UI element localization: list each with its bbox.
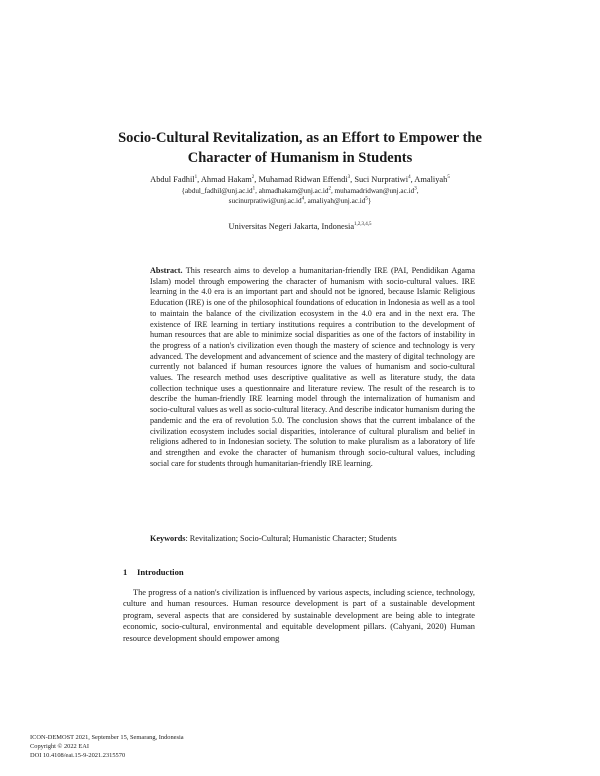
abstract-label: Abstract. (150, 266, 183, 275)
author-sup: 2 (251, 175, 255, 181)
author-name: Muhamad Ridwan Effendi (258, 175, 348, 184)
email: ahmadhakam@unj.ac.id (258, 187, 329, 195)
section-number: 1 (123, 567, 128, 577)
email-sup: 1 (252, 186, 256, 192)
author-sup: 4 (408, 175, 411, 181)
author-name: Ahmad Hakam (200, 175, 252, 184)
section-title: Introduction (137, 567, 184, 577)
email-sup: 2 (328, 186, 331, 192)
author-name: Suci Nurpratiwi (354, 175, 409, 184)
email: {abdul_fadhil@unj.ac.id (181, 187, 253, 195)
email-sup: 3 (414, 186, 417, 192)
section-heading (123, 567, 483, 577)
email-sup: 5 (365, 197, 368, 203)
footer-doi: DOI 10.4108/eai.15-9-2021.2315570 (30, 752, 126, 759)
affiliation (100, 222, 500, 231)
keywords-text: : Revitalization; Socio-Cultural; Humanistic Character; Students (185, 534, 397, 543)
author-sup: 1 (194, 175, 198, 181)
introduction-paragraph: The progress of a nation's civilization is influenced by various aspects, including science, technology, culture and human resources. Human resource development is part of a sustainable development program, several aspects that are considered by sustainable development are being able to integrate economic, socio-cultural, environmental and equitable development pillars. (Cahyani, 2020) Human resource development should empower among (123, 588, 475, 643)
keywords-label: Keywords (150, 534, 186, 543)
author-sup: 3 (347, 175, 351, 181)
author-name: Amaliyah (414, 175, 448, 184)
email: amaliyah@unj.ac.id (307, 197, 366, 206)
author-name: Abdul Fadhil (150, 175, 195, 184)
email: muhamadridwan@unj.ac.id (334, 187, 415, 195)
affiliation-sup: 1,2,3,4,5 (354, 222, 372, 228)
author-list: Abdul Fadhil$^1$, Ahmad Hakam$^2$, Muhamad Ridwan Effendi$^3$, Suci Nurpratiwi$^4$, Amaliyah$^5$ (150, 175, 450, 184)
affiliation-text: Universitas Negeri Jakarta, Indonesia (228, 222, 355, 231)
author-sup: 5 (447, 175, 450, 181)
footer-conference: ICON-DEMOST 2021, September 15, Semarang, Indonesia (30, 734, 184, 741)
abstract (150, 266, 475, 469)
abstract-text: This research aims to develop a humanitarian-friendly IRE (PAI, Pendidikan Agama Islam) model through empowering the character of humanism with socio-cultural values. IRE learning in the 4.0 era is an important part and should not be ignored, because Islamic Religious Education (IRE) is one of the philosophical foundations of education in Indonesia as well as a tool to maintain the balance of the civilization ecosystem in the 4.0 era and in the next era. The existence of IRE learning in tertiary institutions requires a contribution to the development of human resources that are able to minimize social disparities as one of the factors of instability in the progress of a nation's civilization even though the mastery of science and technology is very advanced. The development and advancement of science and the mastery of digital technology are currently not balanced if human resources ignore the values of humanism and socio-cultural values. The research method uses descriptive qualitative as well as literature study, the data collection technique uses a questionnaire and literature review. The result of the research is to describe the human-friendly IRE learning model through the internalization of humanism and socio-cultural values as well as socio-cultural literacy. And describe indicator humanism during the pandemic and the era of revolution 5.0. The conclusion shows that the current imbalance of the civilization ecosystem includes social disparities, intolerance of cultural pluralism and belief in religions adhered to in Indonesian society. The solution to make pluralism as a laboratory of life and strengthen and evoke the character of humanism through socio-cultural values, including social care for students through humanitarian-friendly IRE learning. (150, 266, 475, 468)
page-footer (30, 733, 350, 760)
keywords (150, 533, 475, 544)
author-emails: {$abdul\_fadhil@unj.ac.id^1$, $ahmadhakam@unj.ac.id^2$, $muhamadridwan@unj.ac.id^3$, $sucinurpratiwi@unj.ac.id^4$, $amaliyah@unj.ac.id^5$} (181, 186, 419, 206)
paper-title: Socio-Cultural Revitalization, as an Effort to Empower the Character of Humanism in Students (118, 130, 482, 166)
email-close-brace: } (367, 197, 372, 206)
email-sup: 4 (301, 197, 305, 203)
email: sucinurpratiwi@unj.ac.id (228, 197, 302, 206)
footer-copyright: Copyright © 2022 EAI (30, 743, 89, 750)
